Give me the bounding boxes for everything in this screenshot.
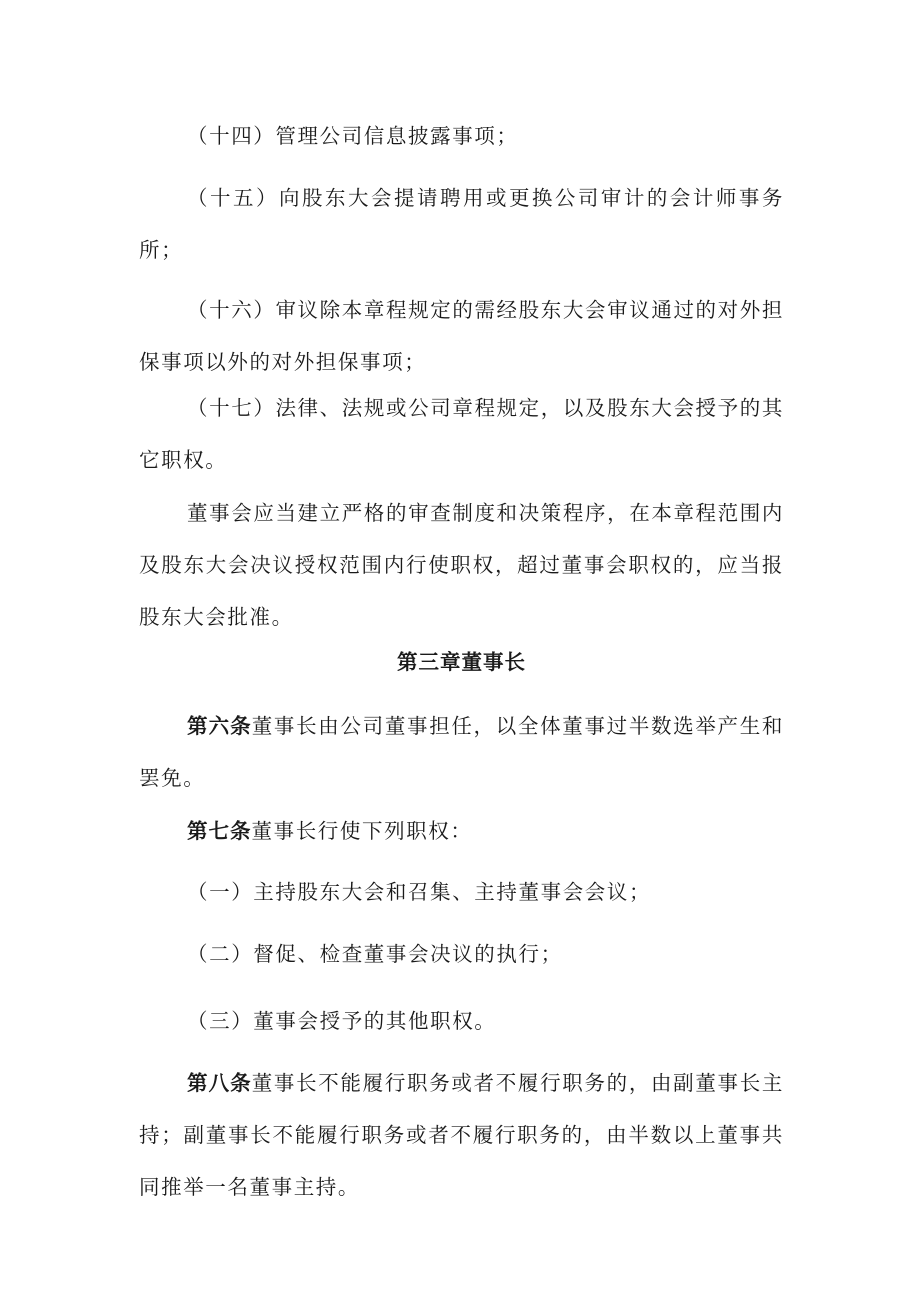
article-7-item-2: （二）督促、检查董事会决议的执行； <box>187 942 563 966</box>
article-6-number: 第六条 <box>187 714 252 738</box>
article-7-text: 董事长行使下列职权： <box>251 819 473 843</box>
item-14-paragraph: （十四）管理公司信息披露事项； <box>187 124 519 148</box>
article-7-number: 第七条 <box>187 819 252 843</box>
item-16-paragraph: （十六）审议除本章程规定的需经股东大会审议通过的对外担保事项以外的对外担保事项； <box>139 298 784 374</box>
article-7-item-1: （一）主持股东大会和召集、主持董事会会议； <box>187 880 652 904</box>
board-review-paragraph: 董事会应当建立严格的审查制度和决策程序，在本章程范围内及股东大会决议授权范围内行使职权，超过董事会职权的，应当报股东大会批准。 <box>139 501 784 629</box>
article-8-text: 董事长不能履行职务或者不履行职务的，由副董事长主持；副董事长不能履行职务或者不履行职务的，由半数以上董事共同推举一名董事主持。 <box>139 1071 785 1199</box>
article-8-number: 第八条 <box>187 1071 252 1095</box>
article-7-item-3: （三）董事会授予的其他职权。 <box>187 1009 497 1033</box>
item-15-paragraph: （十五）向股东大会提请聘用或更换公司审计的会计师事务所； <box>139 186 784 262</box>
article-6-text: 董事长由公司董事担任，以全体董事过半数选举产生和罢免。 <box>139 714 785 790</box>
article-6-paragraph <box>139 700 784 804</box>
article-7-paragraph <box>139 805 784 857</box>
chapter-3-title: 第三章董事长 <box>397 650 526 674</box>
article-8-paragraph <box>139 1057 784 1213</box>
item-17-paragraph: （十七）法律、法规或公司章程规定，以及股东大会授予的其它职权。 <box>139 396 784 472</box>
